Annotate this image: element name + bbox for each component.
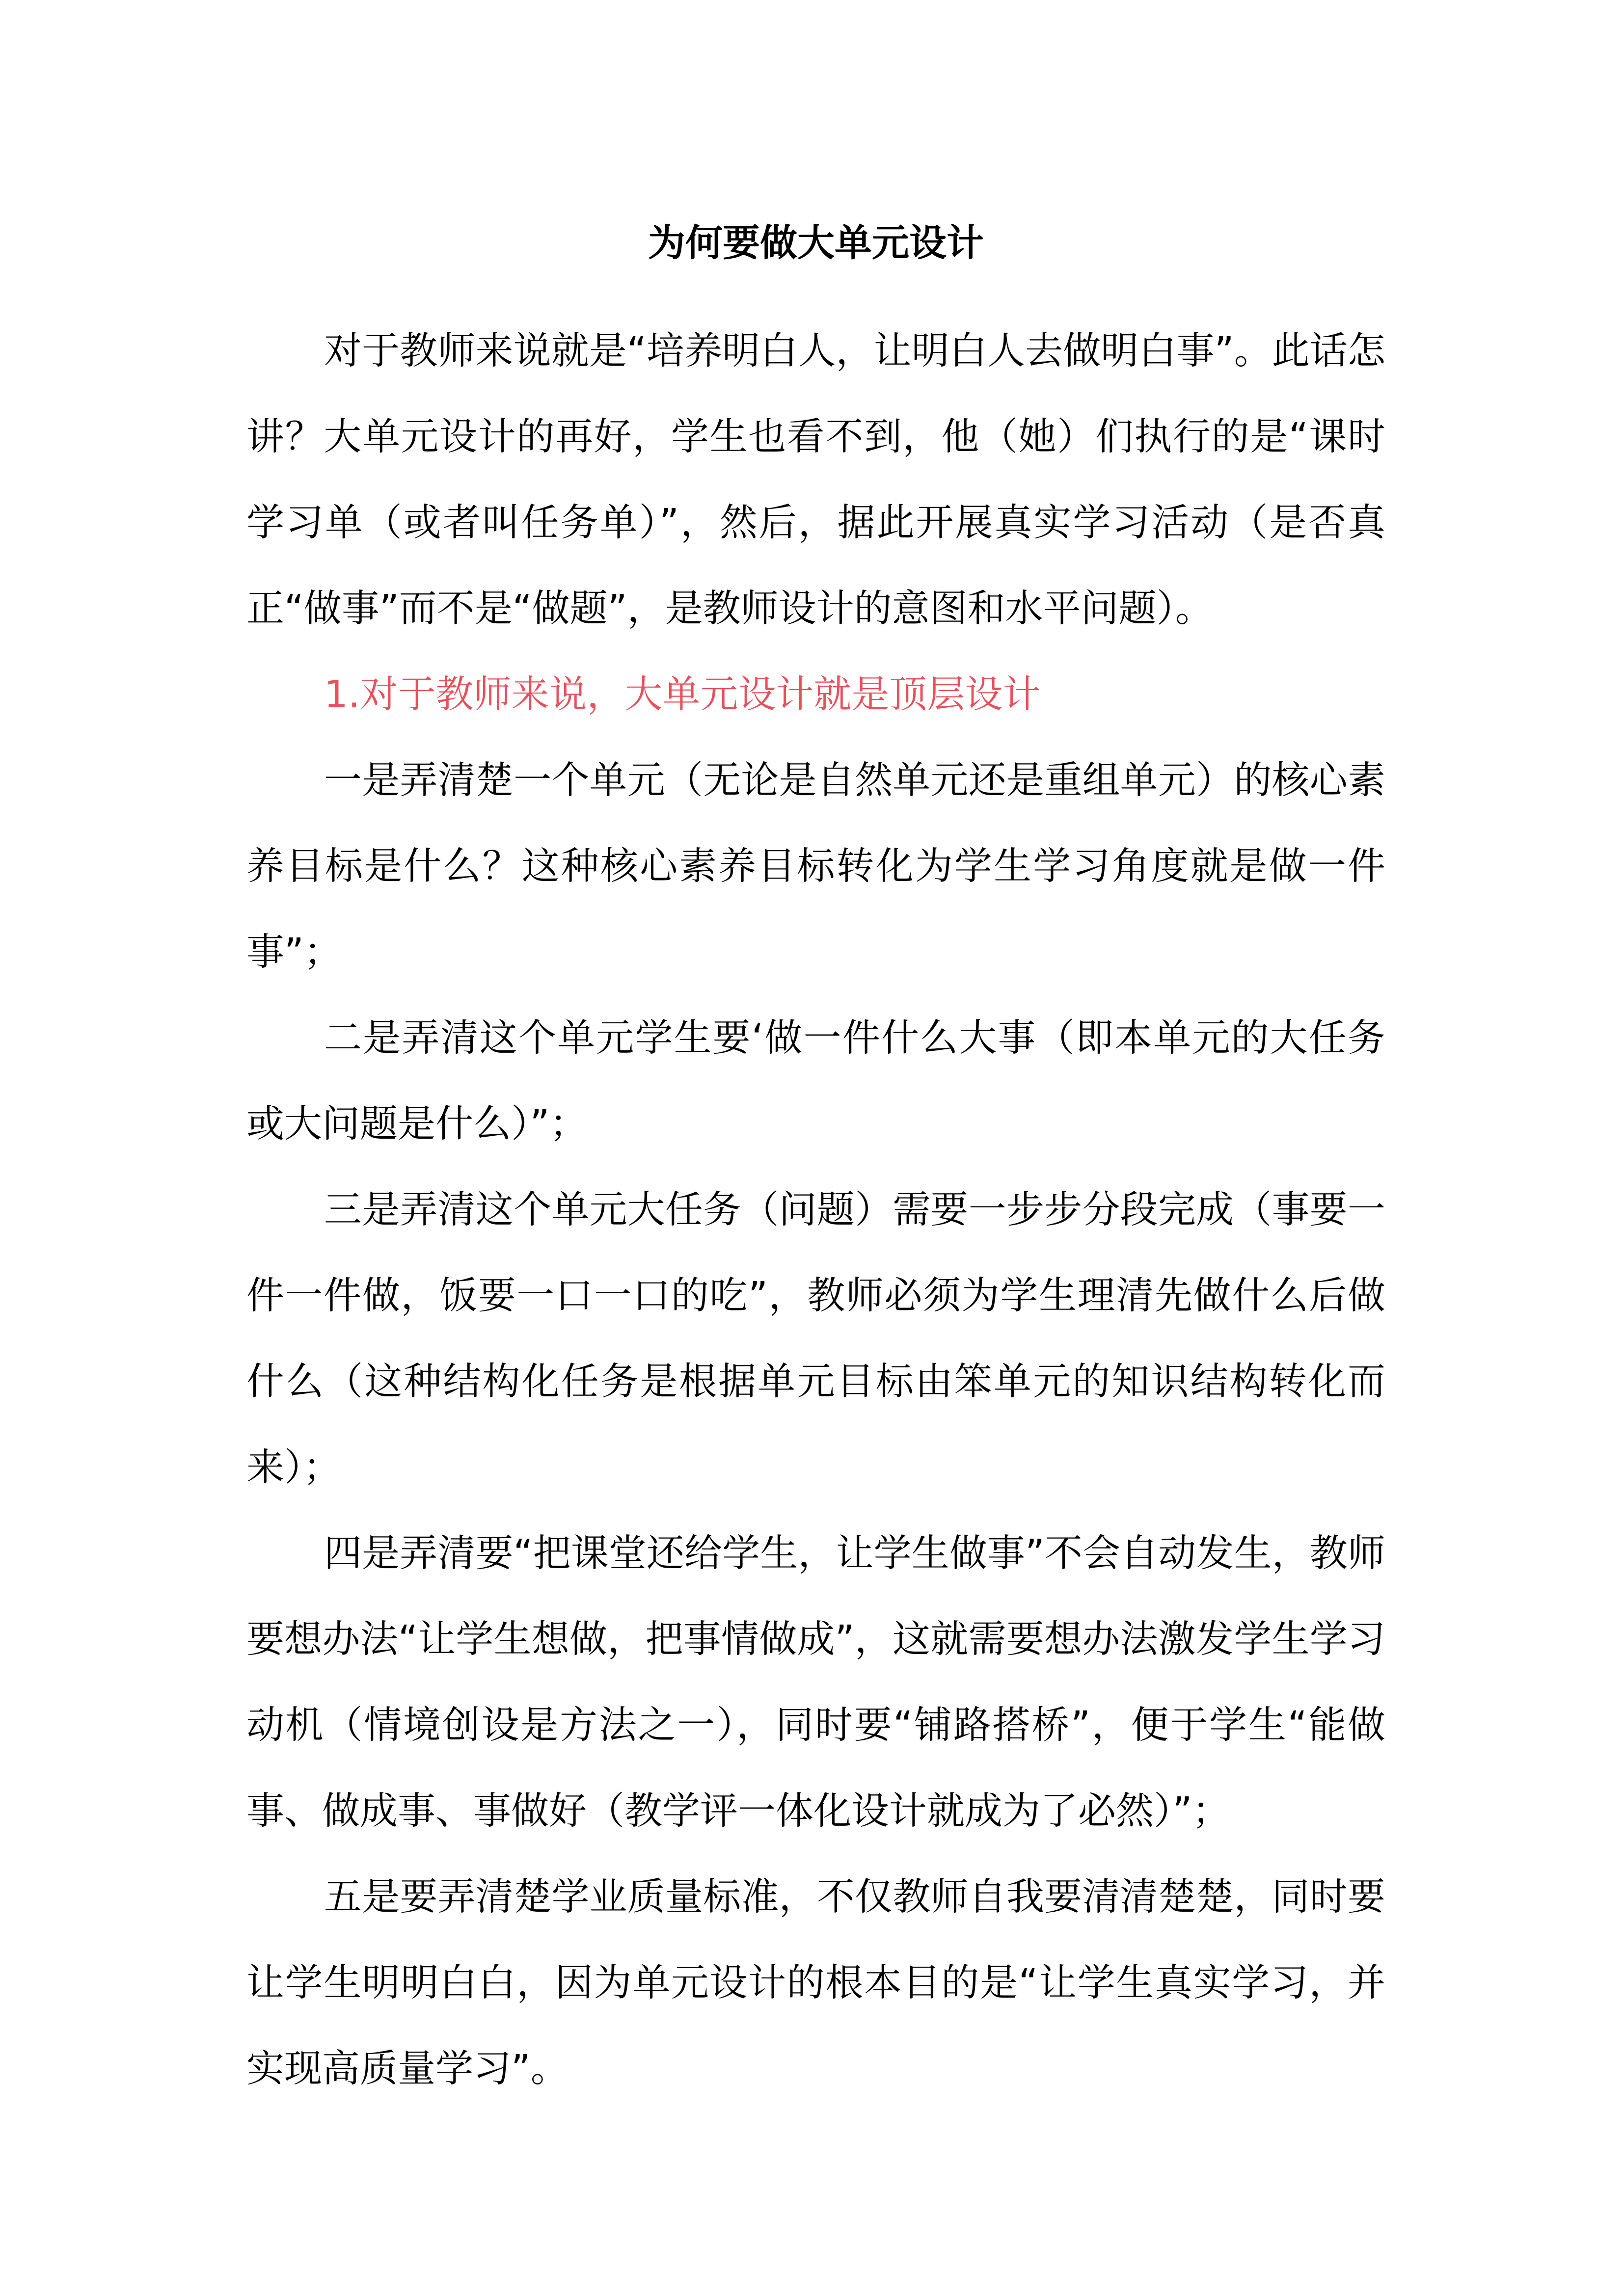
point-four-paragraph: 四是弄清要“把课堂还给学生，让学生做事”不会自动发生，教师要想办法“让学生想做，把事情做成”，这就需要想办法激发学生学习动机（情境创设是方法之一），同时要“铺路搭桥”，便于学生“能做事、做成事、事做好（教学评一体化设计就成为了必然）”； [246,1532,1385,1833]
document-title: 为何要做大单元设计 [648,221,984,265]
point-three-paragraph: 三是弄清这个单元大任务（问题）需要一步步分段完成（事要一件一件做，饭要一口一口的吃”，教师必须为学生理清先做什么后做什么（这种结构化任务是根据单元目标由笨单元的知识结构转化而来）； [246,1188,1385,1490]
point-one-paragraph: 一是弄清楚一个单元（无论是自然单元还是重组单元）的核心素养目标是什么？这种核心素养目标转化为学生学习角度就是做一件事”； [246,759,1385,974]
point-five-paragraph: 五是要弄清楚学业质量标准，不仅教师自我要清清楚楚，同时要让学生明明白白，因为单元设计的根本目的是“让学生真实学习，并实现高质量学习”。 [246,1875,1385,2091]
point-two-paragraph: 二是弄清这个单元学生要‘做一件什么大事（即本单元的大任务或大问题是什么）”； [246,1016,1385,1146]
intro-paragraph: 对于教师来说就是“培养明白人，让明白人去做明白事”。此话怎讲？大单元设计的再好，学生也看不到，他（她）们执行的是“课时学习单（或者叫任务单）”，然后，据此开展真实学习活动（是否真正“做事”而不是“做题”，是教师设计的意图和水平问题）。 [246,329,1385,631]
section-heading: 1.对于教师来说，大单元设计就是顶层设计 [324,673,1041,717]
document-body [246,308,1385,2112]
